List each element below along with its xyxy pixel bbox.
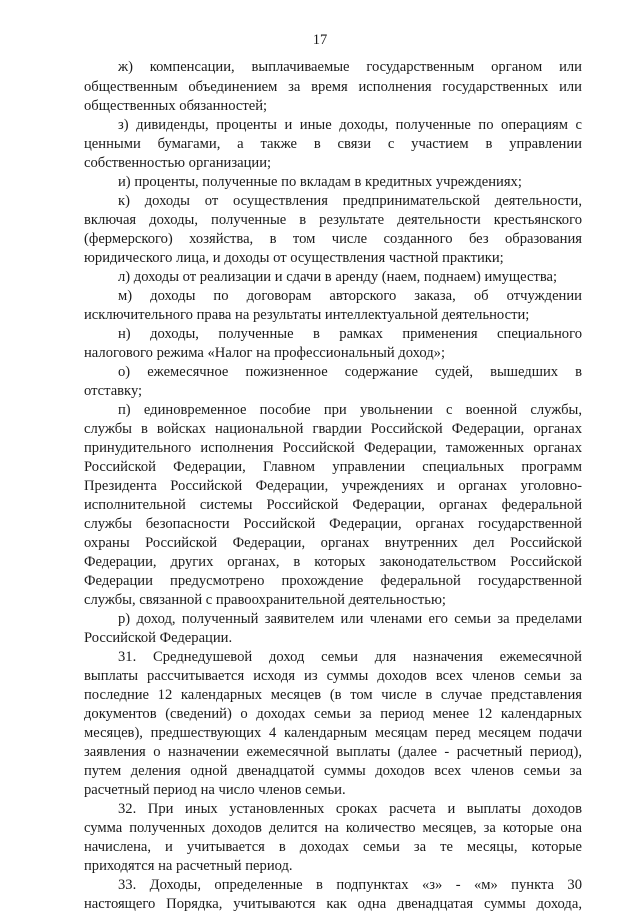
text-line: службы, связанной с правоохранительной деятельностью; <box>84 592 446 608</box>
text-line: 31. Среднедушевой доход семьи для назначения ежемесячной <box>118 649 582 665</box>
text-line: включая доходы, полученные в результате деятельности крестьянского <box>84 212 582 228</box>
text-line: о) ежемесячное пожизненное содержание судей, вышедших в <box>118 364 582 380</box>
text-line: выплаты рассчитывается исходя из суммы доходов всех членов семьи за <box>84 668 582 684</box>
text-line: Федерации, других органах, в которых законодательством Российской <box>84 554 582 570</box>
text-line: сумма полученных доходов делится на количество месяцев, за которые она <box>84 820 582 836</box>
text-line: путем деления одной двенадцатой суммы доходов всех членов семьи за <box>84 763 582 779</box>
text-line: расчетный период на число членов семьи. <box>84 782 346 798</box>
text-line: приходятся на расчетный период. <box>84 858 293 874</box>
text-line: принудительного исполнения Российской Федерации, таможенных органах <box>84 440 582 456</box>
text-line: Президента Российской Федерации, учреждениях и органах уголовно- <box>84 478 582 494</box>
text-line: м) доходы по договорам авторского заказа, об отчуждении <box>118 288 582 304</box>
text-line: заявления о назначении ежемесячной выплаты (далее - расчетный период), <box>84 744 582 760</box>
text-line: общественным объединением за время исполнения государственных или <box>84 79 582 95</box>
text-line: месяцев), предшествующих 4 календарным месяцам перед месяцем подачи <box>84 725 582 741</box>
text-line: ценными бумагами, а также в связи с участием в управлении <box>84 136 582 152</box>
text-line: (фермерского) хозяйства, в том числе созданного без образования <box>84 231 582 247</box>
text-line: последние 12 календарных месяцев (в том числе в случае представления <box>84 687 582 703</box>
text-line: документов (сведений) о доходах семьи за период менее 12 календарных <box>84 706 582 722</box>
text-line: настоящего Порядка, учитываются как одна двенадцатая суммы дохода, <box>84 896 582 912</box>
text-line: ж) компенсации, выплачиваемые государственным органом или <box>118 59 582 75</box>
page-number: 17 <box>312 32 328 48</box>
text-line: исполнительной системы Российской Федерации, органах федеральной <box>84 497 582 513</box>
text-line: л) доходы от реализации и сдачи в аренду (наем, поднаем) имущества; <box>118 269 558 285</box>
text-line: исключительного права на результаты интеллектуальной деятельности; <box>84 307 530 323</box>
text-line: службы безопасности Российской Федерации, органах государственной <box>84 516 582 532</box>
text-line: к) доходы от осуществления предпринимательской деятельности, <box>118 193 582 209</box>
text-line: 33. Доходы, определенные в подпунктах «з» - «м» пункта 30 <box>118 877 582 893</box>
text-line: п) единовременное пособие при увольнении с военной службы, <box>118 402 582 418</box>
text-line: службы в войсках национальной гвардии Российской Федерации, органах <box>84 421 582 437</box>
text-line: Российской Федерации. <box>84 630 233 646</box>
text-line: общественных обязанностей; <box>84 98 268 114</box>
text-line: собственностью организации; <box>84 155 272 171</box>
text-line: н) доходы, полученные в рамках применения специального <box>118 326 582 342</box>
text-line: отставку; <box>84 383 143 399</box>
text-line: охраны Российской Федерации, органах внутренних дел Российской <box>84 535 582 551</box>
text-line: з) дивиденды, проценты и иные доходы, полученные по операциям с <box>118 117 582 133</box>
text-line: юридического лица, и доходы от осуществления частной практики; <box>84 250 504 266</box>
text-line: р) доход, полученный заявителем или членами его семьи за пределами <box>118 611 582 627</box>
text-line: Федерации предусмотрено прохождение федеральной государственной <box>84 573 582 589</box>
text-line: налогового режима «Налог на профессиональный доход»; <box>84 345 446 361</box>
text-line: 32. При иных установленных сроках расчета и выплаты доходов <box>118 801 582 817</box>
text-line: и) проценты, полученные по вкладам в кредитных учреждениях; <box>118 174 522 190</box>
text-line: начислена, и учитывается в доходах семьи за те месяцы, которые <box>84 839 582 855</box>
text-line: Российской Федерации, Главном управлении специальных программ <box>84 459 582 475</box>
